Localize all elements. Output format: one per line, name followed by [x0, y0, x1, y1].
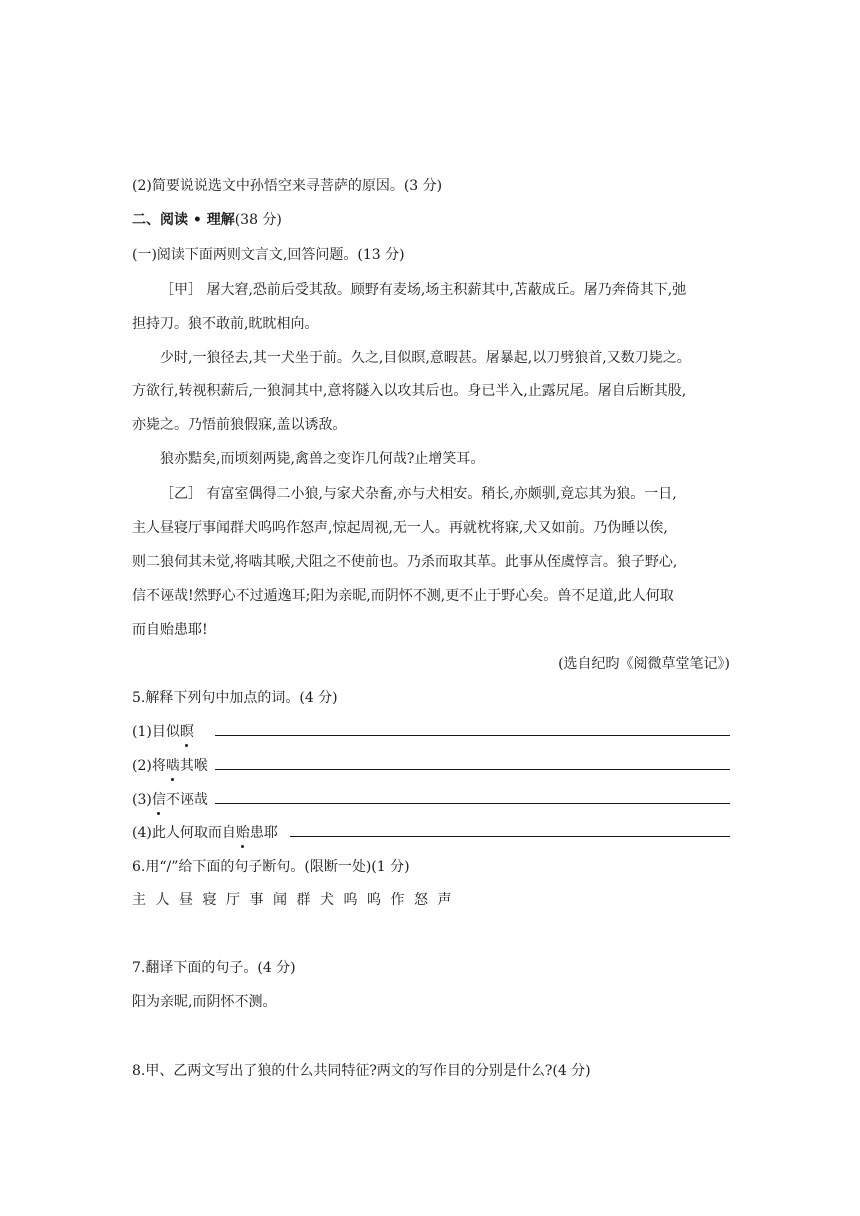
passage-yi-line-2: 主人昼寝厅事闻群犬呜呜作怒声,惊起周视,无一人。再就枕将寐,犬又如前。乃伪睡以俟, [132, 520, 668, 536]
passage-source: (选自纪昀《阅微草堂笔记》) [558, 656, 730, 672]
section-score: (38 分) [234, 212, 282, 228]
passage-yi-line-3: 则二狼伺其未觉,将啮其喉,犬阻之不使前也。乃杀而取其革。此事从侄虞惇言。狼子野心, [132, 554, 678, 570]
passage-yi-line-4: 信不诬哉!然野心不过遁逸耳;阳为亲昵,而阴怀不测,更不止于野心矣。兽不足道,此人何取 [132, 588, 674, 604]
question-6-title: 6.用“/”给下面的句子断句。(限断一处)(1 分) [132, 859, 410, 875]
passage-jia-line-2: 担持刀。狼不敢前,眈眈相向。 [132, 316, 319, 332]
item-text: (2)将 [132, 758, 166, 774]
answer-blank-3[interactable] [215, 803, 730, 804]
question-5-item-4 [132, 823, 278, 843]
part-1-intro: (一)阅读下面两则文言文,回答问题。(13 分) [132, 247, 405, 263]
question-7-sentence: 阳为亲昵,而阴怀不测。 [132, 994, 277, 1010]
item-text: (4)此人何取而自 [132, 825, 236, 841]
dotted-word: 贻 [235, 825, 250, 841]
question-6-sentence: 主人昼寝厅事闻群犬呜呜作怒声 [132, 892, 461, 908]
answer-blank-4[interactable] [290, 836, 730, 837]
dotted-word: 瞑 [179, 724, 194, 740]
passage-jia-line-3: 少时,一狼径去,其一犬坐于前。久之,目似瞑,意暇甚。屠暴起,以刀劈狼首,又数刀毙之。 [160, 350, 691, 366]
question-5-item-2 [132, 756, 208, 776]
question-7-title: 7.翻译下面的句子。(4 分) [132, 960, 296, 976]
question-2-prompt: (2)简要说说选文中孙悟空来寻菩萨的原因。(3 分) [132, 178, 443, 194]
passage-jia-line-6: 狼亦黠矣,而顷刻两毙,禽兽之变诈几何哉?止增笑耳。 [160, 451, 485, 467]
passage-yi-line-5: 而自贻患耶! [132, 622, 208, 638]
dotted-word: 啮 [165, 758, 180, 774]
passage-jia-line-4: 方欲行,转视积薪后,一狼洞其中,意将隧入以攻其后也。身已半入,止露尻尾。屠自后断其股, [132, 383, 687, 399]
passage-jia-line-1: ［甲］ 屠大窘,恐前后受其敌。顾野有麦场,场主积薪其中,苫蔽成丘。屠乃奔倚其下,弛 [160, 282, 687, 298]
passage-yi-line-1: ［乙］ 有富室偶得二小狼,与家犬杂畜,亦与犬相安。稍长,亦颇驯,竟忘其为狼。一日, [160, 486, 677, 502]
item-text: (1)目似 [132, 724, 180, 740]
passage-jia-line-5: 亦毙之。乃悟前狼假寐,盖以诱敌。 [132, 417, 347, 433]
question-5-item-3 [132, 790, 208, 810]
answer-blank-1[interactable] [215, 735, 730, 736]
item-text: 患耶 [249, 825, 278, 841]
dotted-word: 信 [151, 792, 166, 808]
item-text: (3) [132, 792, 152, 808]
question-5-item-1 [132, 722, 194, 742]
section-heading [132, 210, 282, 230]
item-text: 不诬哉 [165, 792, 208, 808]
question-5-title: 5.解释下列句中加点的词。(4 分) [132, 690, 338, 706]
answer-blank-2[interactable] [215, 769, 730, 770]
section-title: 二、阅读 • 理解 [132, 212, 235, 228]
item-text: 其喉 [179, 758, 208, 774]
question-8-title: 8.甲、乙两文写出了狼的什么共同特征?两文的写作目的分别是什么?(4 分) [132, 1063, 591, 1079]
